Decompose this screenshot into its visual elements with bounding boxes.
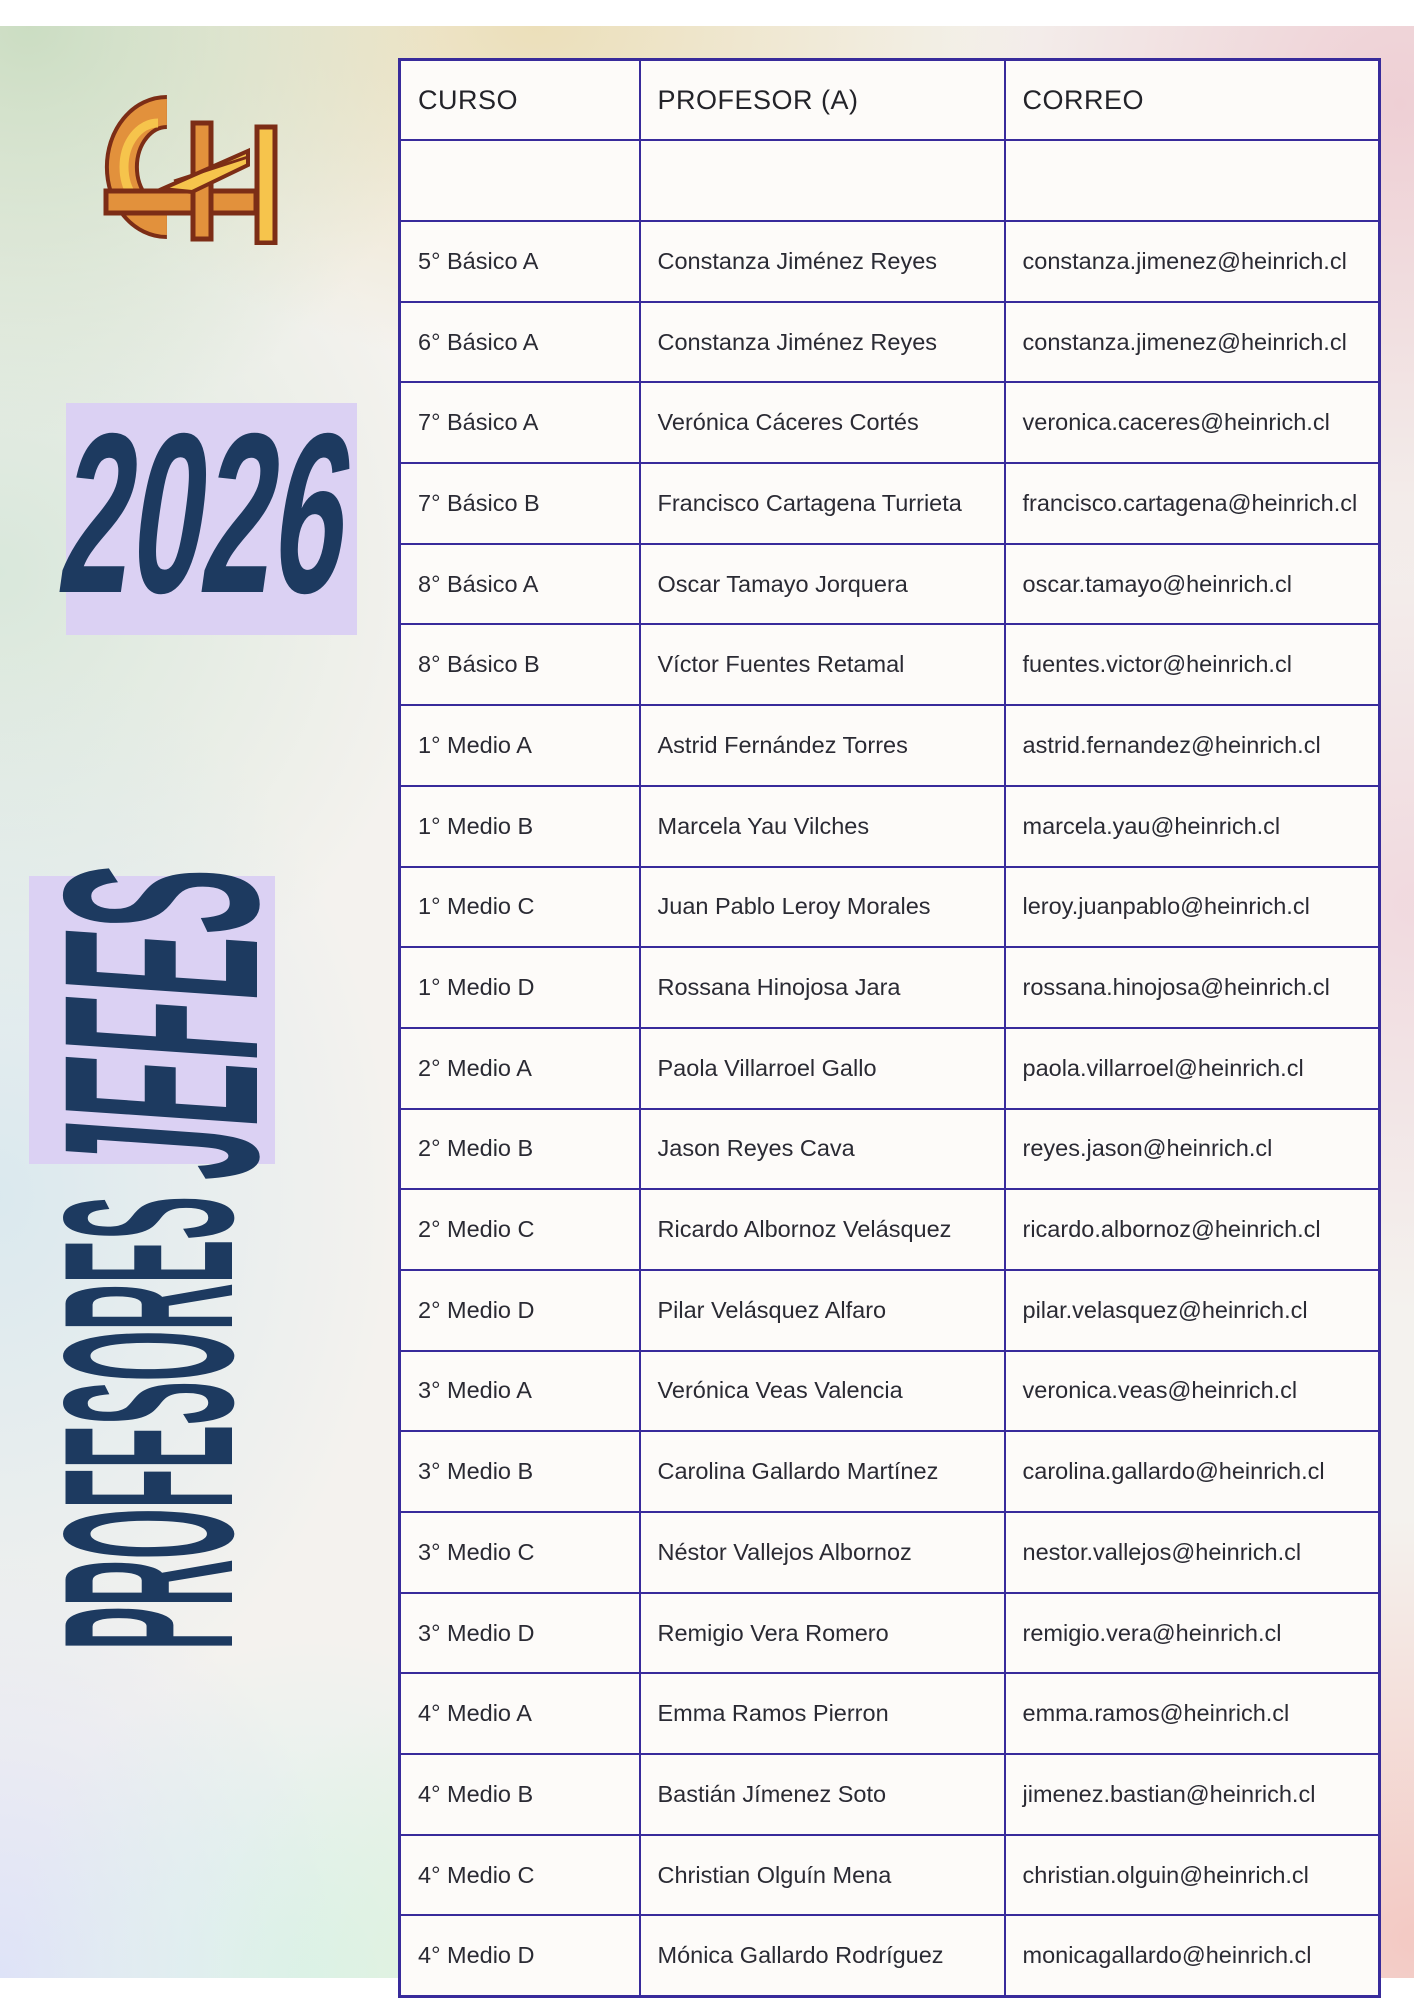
table-row: [400, 1754, 1380, 1835]
table-row: [400, 1593, 1380, 1674]
cell-curso: 6° Básico A: [400, 302, 640, 383]
cell-correo: fuentes.victor@heinrich.cl: [1005, 624, 1380, 705]
cell-profesor: Constanza Jiménez Reyes: [640, 221, 1005, 302]
cell-profesor: Verónica Cáceres Cortés: [640, 382, 1005, 463]
empty-row: [400, 140, 1380, 221]
cell-profesor: Pilar Velásquez Alfaro: [640, 1270, 1005, 1351]
cell-curso: 3° Medio B: [400, 1431, 640, 1512]
profesores-jefes-table: [398, 58, 1381, 1998]
cell-curso: 2° Medio A: [400, 1028, 640, 1109]
cell-curso: 3° Medio C: [400, 1512, 640, 1593]
cell-correo: veronica.caceres@heinrich.cl: [1005, 382, 1380, 463]
cell-correo: ricardo.albornoz@heinrich.cl: [1005, 1189, 1380, 1270]
table-row: [400, 1351, 1380, 1432]
table-row: [400, 221, 1380, 302]
vertical-title-jefes: JEFES: [5, 867, 316, 1180]
empty-cell: [640, 140, 1005, 221]
cell-correo: monicagallardo@heinrich.cl: [1005, 1915, 1380, 1996]
table-header-row: [400, 60, 1380, 141]
cell-correo: oscar.tamayo@heinrich.cl: [1005, 544, 1380, 625]
cell-correo: constanza.jimenez@heinrich.cl: [1005, 302, 1380, 383]
table-row: [400, 1270, 1380, 1351]
cell-profesor: Rossana Hinojosa Jara: [640, 947, 1005, 1028]
cell-correo: remigio.vera@heinrich.cl: [1005, 1593, 1380, 1674]
cell-curso: 4° Medio A: [400, 1673, 640, 1754]
cell-curso: 8° Básico B: [400, 624, 640, 705]
cell-curso: 1° Medio B: [400, 786, 640, 867]
cell-profesor: Marcela Yau Vilches: [640, 786, 1005, 867]
cell-correo: marcela.yau@heinrich.cl: [1005, 786, 1380, 867]
cell-profesor: Bastián Jímenez Soto: [640, 1754, 1005, 1835]
empty-cell: [400, 140, 640, 221]
cell-curso: 1° Medio D: [400, 947, 640, 1028]
logo-crossbar: [106, 191, 256, 213]
table-row: [400, 1512, 1380, 1593]
cell-profesor: Constanza Jiménez Reyes: [640, 302, 1005, 383]
cell-profesor: Astrid Fernández Torres: [640, 705, 1005, 786]
school-logo-gh-icon: [70, 93, 280, 245]
table-row: [400, 705, 1380, 786]
cell-profesor: Carolina Gallardo Martínez: [640, 1431, 1005, 1512]
table-row: [400, 786, 1380, 867]
table-row: [400, 302, 1380, 383]
vertical-title-profesores: PROFESORES: [14, 1196, 284, 1650]
cell-curso: 2° Medio D: [400, 1270, 640, 1351]
header-curso: CURSO: [400, 60, 640, 141]
cell-curso: 1° Medio C: [400, 867, 640, 948]
cell-curso: 2° Medio C: [400, 1189, 640, 1270]
cell-correo: veronica.veas@heinrich.cl: [1005, 1351, 1380, 1432]
table-row: [400, 1673, 1380, 1754]
cell-profesor: Remigio Vera Romero: [640, 1593, 1005, 1674]
cell-curso: 7° Básico B: [400, 463, 640, 544]
cell-curso: 1° Medio A: [400, 705, 640, 786]
cell-correo: francisco.cartagena@heinrich.cl: [1005, 463, 1380, 544]
cell-correo: jimenez.bastian@heinrich.cl: [1005, 1754, 1380, 1835]
cell-curso: 4° Medio D: [400, 1915, 640, 1996]
cell-correo: astrid.fernandez@heinrich.cl: [1005, 705, 1380, 786]
cell-correo: carolina.gallardo@heinrich.cl: [1005, 1431, 1380, 1512]
cell-curso: 8° Básico A: [400, 544, 640, 625]
table-row: [400, 947, 1380, 1028]
cell-profesor: Paola Villarroel Gallo: [640, 1028, 1005, 1109]
cell-curso: 3° Medio A: [400, 1351, 640, 1432]
cell-correo: rossana.hinojosa@heinrich.cl: [1005, 947, 1380, 1028]
cell-curso: 7° Básico A: [400, 382, 640, 463]
cell-correo: emma.ramos@heinrich.cl: [1005, 1673, 1380, 1754]
cell-profesor: Christian Olguín Mena: [640, 1835, 1005, 1916]
year-text: 2026: [48, 387, 368, 641]
cell-curso: 3° Medio D: [400, 1593, 640, 1674]
cell-profesor: Juan Pablo Leroy Morales: [640, 867, 1005, 948]
table-row: [400, 1109, 1380, 1190]
cell-correo: constanza.jimenez@heinrich.cl: [1005, 221, 1380, 302]
table-row: [400, 544, 1380, 625]
table-row: [400, 463, 1380, 544]
cell-profesor: Víctor Fuentes Retamal: [640, 624, 1005, 705]
header-profesor: PROFESOR (A): [640, 60, 1005, 141]
cell-profesor: Néstor Vallejos Albornoz: [640, 1512, 1005, 1593]
cell-correo: paola.villarroel@heinrich.cl: [1005, 1028, 1380, 1109]
table-row: [400, 624, 1380, 705]
cell-correo: christian.olguin@heinrich.cl: [1005, 1835, 1380, 1916]
table-row: [400, 1189, 1380, 1270]
cell-profesor: Ricardo Albornoz Velásquez: [640, 1189, 1005, 1270]
empty-cell: [1005, 140, 1380, 221]
table-row: [400, 1028, 1380, 1109]
table-row: [400, 1915, 1380, 1996]
cell-correo: reyes.jason@heinrich.cl: [1005, 1109, 1380, 1190]
cell-profesor: Oscar Tamayo Jorquera: [640, 544, 1005, 625]
table-row: [400, 1835, 1380, 1916]
cell-profesor: Mónica Gallardo Rodríguez: [640, 1915, 1005, 1996]
header-correo: CORREO: [1005, 60, 1380, 141]
cell-curso: 2° Medio B: [400, 1109, 640, 1190]
table-row: [400, 1431, 1380, 1512]
cell-correo: pilar.velasquez@heinrich.cl: [1005, 1270, 1380, 1351]
cell-profesor: Francisco Cartagena Turrieta: [640, 463, 1005, 544]
table-row: [400, 867, 1380, 948]
cell-correo: nestor.vallejos@heinrich.cl: [1005, 1512, 1380, 1593]
cell-profesor: Verónica Veas Valencia: [640, 1351, 1005, 1432]
cell-curso: 4° Medio B: [400, 1754, 640, 1835]
logo-h-right-bar: [257, 127, 275, 243]
cell-profesor: Jason Reyes Cava: [640, 1109, 1005, 1190]
table-row: [400, 382, 1380, 463]
cell-correo: leroy.juanpablo@heinrich.cl: [1005, 867, 1380, 948]
cell-curso: 4° Medio C: [400, 1835, 640, 1916]
cell-curso: 5° Básico A: [400, 221, 640, 302]
cell-profesor: Emma Ramos Pierron: [640, 1673, 1005, 1754]
